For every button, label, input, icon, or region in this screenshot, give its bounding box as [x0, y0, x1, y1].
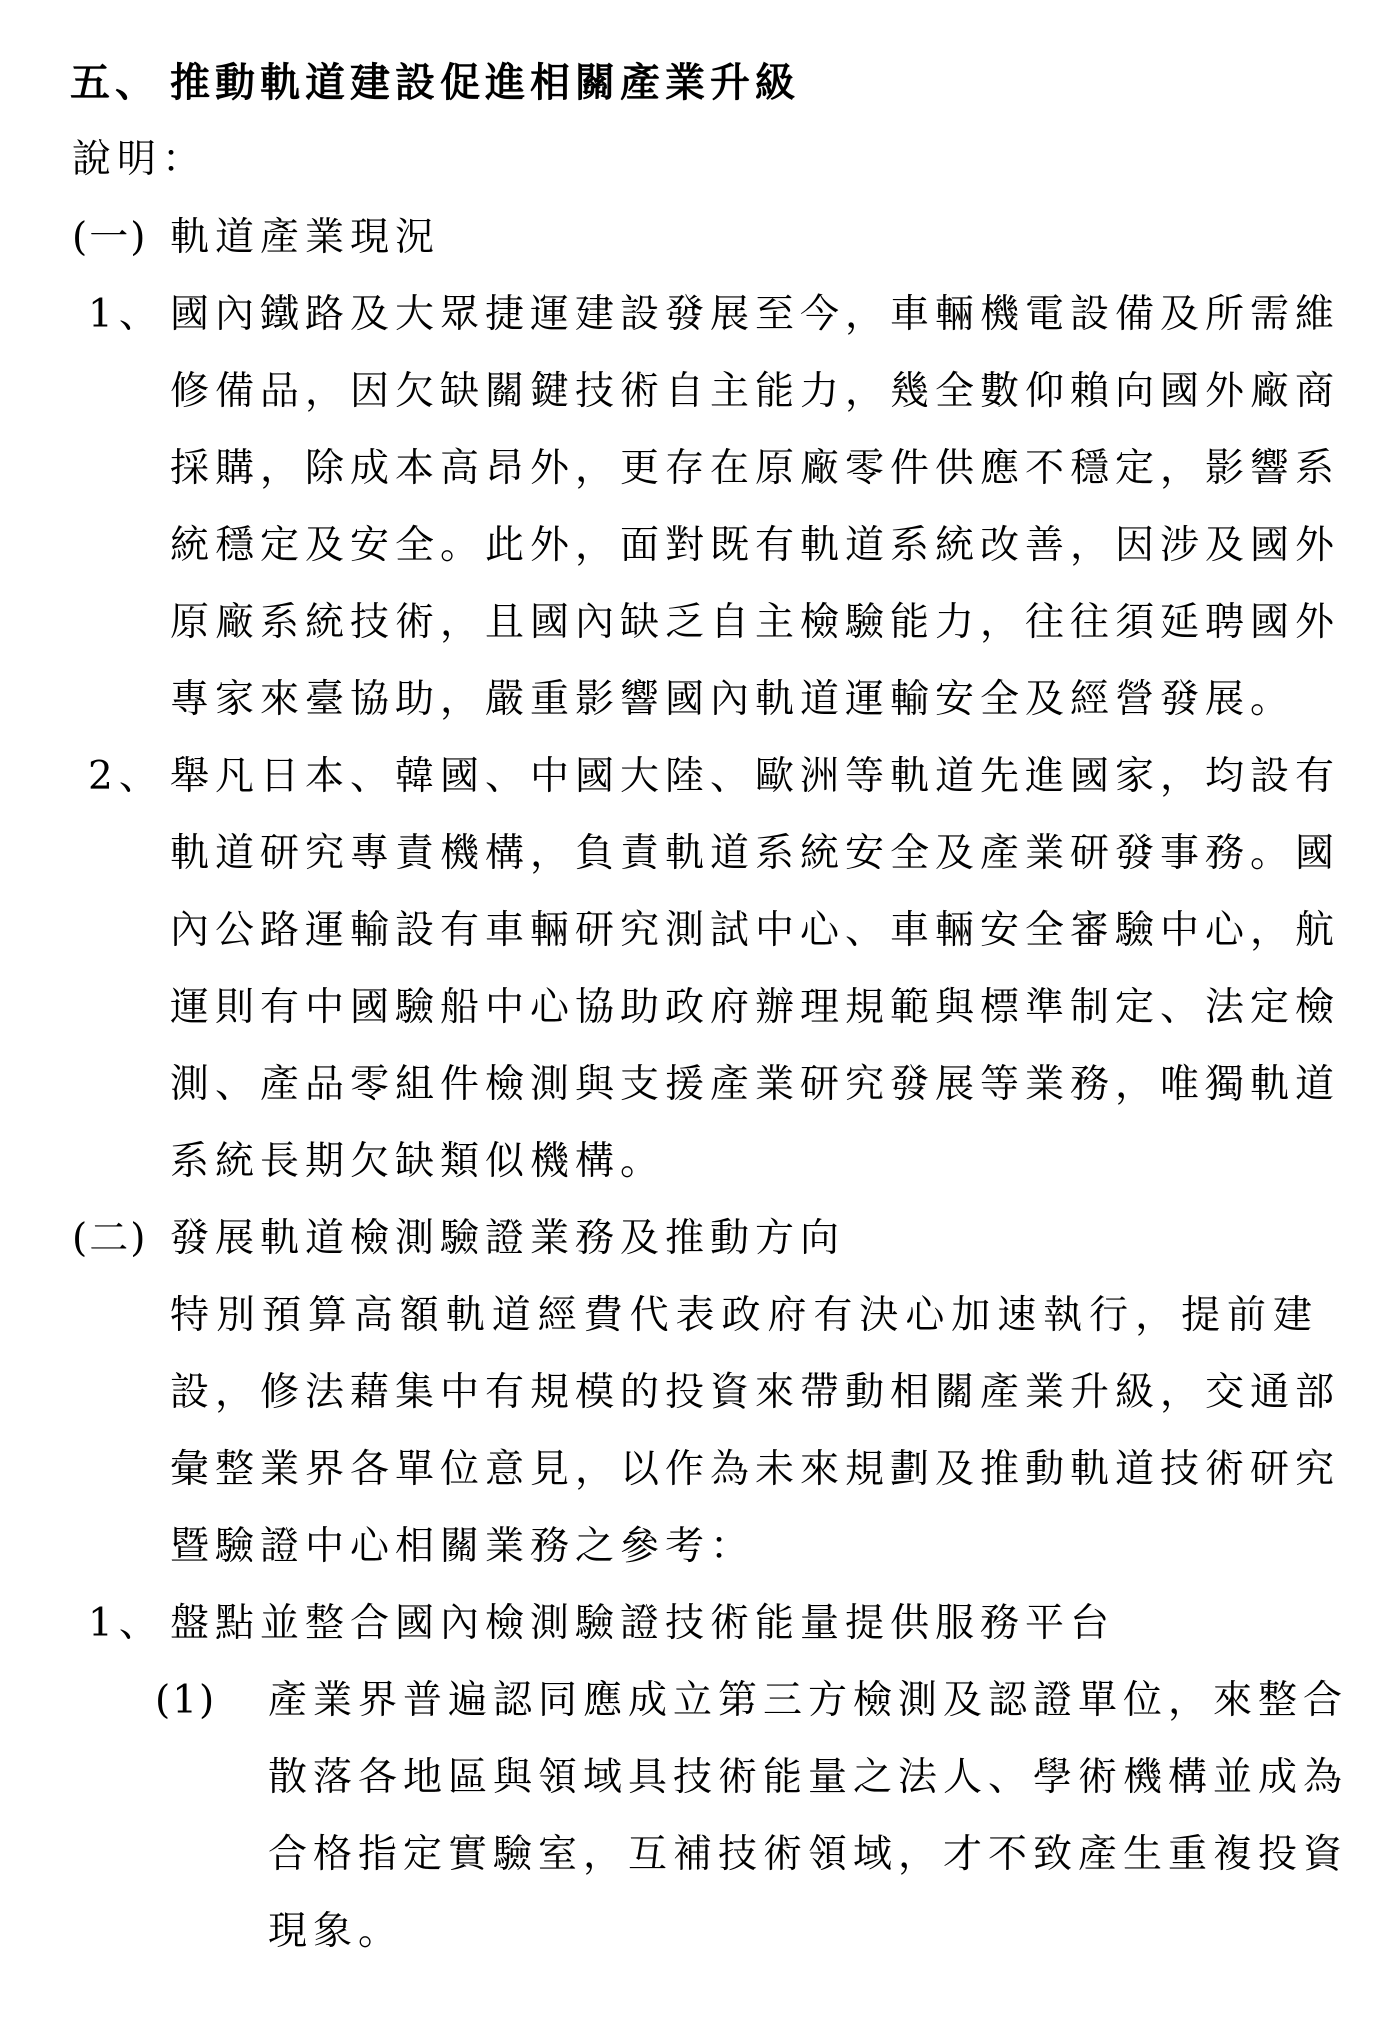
section1-item2-line6: 系統長期欠缺類似機構。 [170, 1139, 666, 1184]
section1-item2-line1: 舉凡日本、韓國、中國大陸、歐洲等軌道先進國家，均設有 [170, 754, 1341, 799]
section2-item1-sub-line4: 現象。 [268, 1909, 404, 1954]
section1-title: 軌道產業現況 [170, 215, 441, 260]
section2-marker: (二) [72, 1216, 148, 1261]
section1-item1-number: 1、 [88, 292, 164, 337]
section1-item2-line5: 測、產品零組件檢測與支援產業研究發展等業務，唯獨軌道 [170, 1062, 1341, 1107]
heading-title: 推動軌道建設促進相關產業升級 [170, 60, 800, 106]
section1-item2-line3: 內公路運輸設有車輛研究測試中心、車輛安全審驗中心，航 [170, 908, 1341, 953]
section2-item1-sub-line3: 合格指定實驗室，互補技術領域，才不致產生重複投資 [268, 1832, 1349, 1877]
section2-intro-line3: 彙整業界各單位意見，以作為未來規劃及推動軌道技術研究 [170, 1447, 1341, 1492]
section1-item2-line4: 運則有中國驗船中心協助政府辦理規範與標準制定、法定檢 [170, 985, 1341, 1030]
section1-item2-number: 2、 [88, 754, 164, 799]
section1-item1-line5: 原廠系統技術，且國內缺乏自主檢驗能力，往往須延聘國外 [170, 600, 1341, 645]
section1-marker: (一) [72, 215, 148, 260]
section2-item1-number: 1、 [88, 1601, 164, 1646]
section2-item1-sub-line1: 產業界普遍認同應成立第三方檢測及認證單位，來整合 [268, 1678, 1349, 1723]
section1-item1-line6: 專家來臺協助，嚴重影響國內軌道運輸安全及經營發展。 [170, 677, 1296, 722]
section2-intro-line2: 設，修法藉集中有規模的投資來帶動相關產業升級，交通部 [170, 1370, 1341, 1415]
section1-item1-line4: 統穩定及安全。此外，面對既有軌道系統改善，因涉及國外 [170, 523, 1341, 568]
heading-number: 五、 [70, 60, 160, 106]
explanation-label: 說明： [72, 137, 208, 182]
section2-intro-line1: 特別預算高額軌道經費代表政府有決心加速執行，提前建 [170, 1293, 1318, 1338]
section2-intro-line4: 暨驗證中心相關業務之參考： [170, 1524, 756, 1569]
section2-item1-sub-number: (1) [155, 1678, 217, 1723]
section1-item1-line2: 修備品，因欠缺關鍵技術自主能力，幾全數仰賴向國外廠商 [170, 369, 1341, 414]
section1-item1-line1: 國內鐵路及大眾捷運建設發展至今，車輛機電設備及所需維 [170, 292, 1341, 337]
section1-item2-line2: 軌道研究專責機構，負責軌道系統安全及產業研發事務。國 [170, 831, 1341, 876]
section2-item1-sub-line2: 散落各地區與領域具技術能量之法人、學術機構並成為 [268, 1755, 1349, 1800]
section2-title: 發展軌道檢測驗證業務及推動方向 [170, 1216, 846, 1261]
section1-item1-line3: 採購，除成本高昂外，更存在原廠零件供應不穩定，影響系 [170, 446, 1341, 491]
section2-item1-title: 盤點並整合國內檢測驗證技術能量提供服務平台 [170, 1601, 1116, 1646]
